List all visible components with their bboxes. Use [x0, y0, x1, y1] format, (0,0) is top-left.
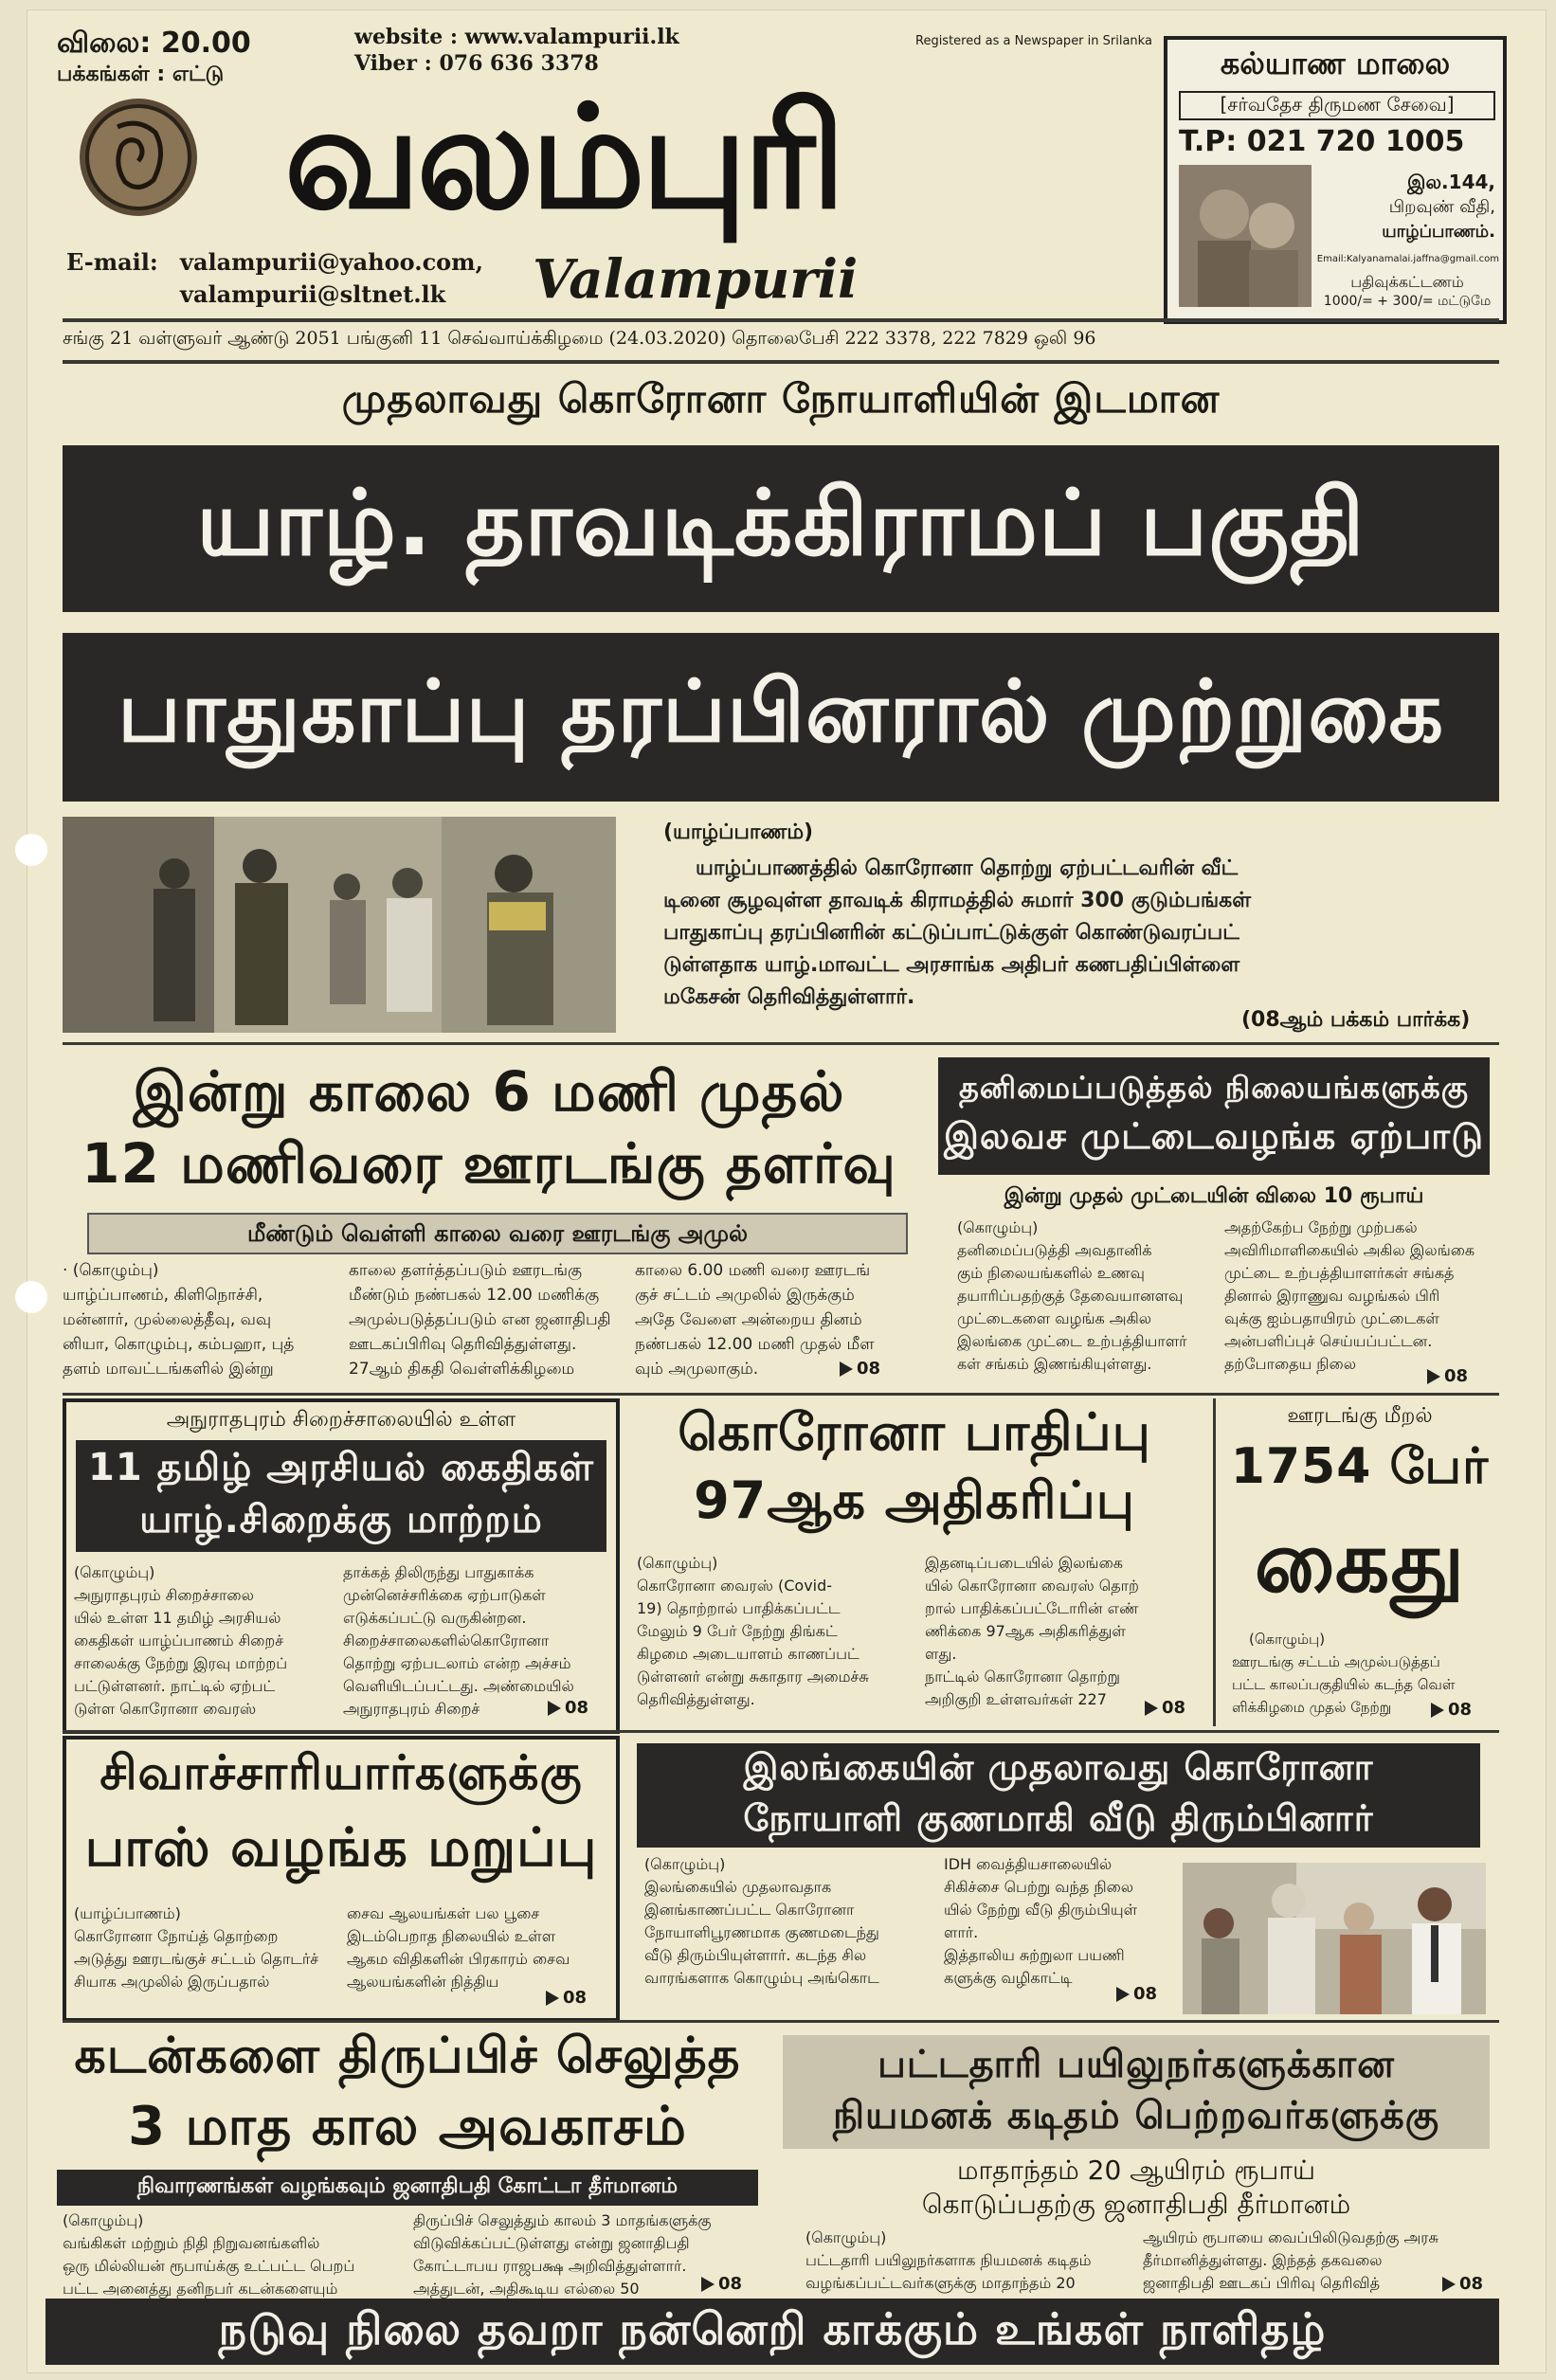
- text-line: களுக்கு வழிகாட்டி: [944, 1969, 1073, 1987]
- priests-headline-1: சிவாச்சாரியார்களுக்கு: [100, 1745, 583, 1800]
- lead-line: டுள்ளதாக யாழ்.மாவட்ட அரசாங்க அதிபர் கணபதிப்பிள்ளை: [663, 953, 1240, 977]
- masthead-title: வலம்புரி: [284, 76, 842, 241]
- text-line: தயாரிப்பதற்குத் தேவையானளவு: [957, 1287, 1184, 1305]
- text-line: எடுக்கப்பட்டு வருகின்றன.: [343, 1609, 527, 1627]
- text-line: (கொழும்பு): [1249, 1631, 1326, 1648]
- text-line: (யாழ்ப்பாணம்): [74, 1904, 181, 1922]
- text-line: ஊடகப்பிரிவு தெரிவித்துள்ளது.: [349, 1335, 577, 1354]
- page-number: 08: [1459, 2274, 1484, 2294]
- curfew-sub: மீண்டும் வெள்ளி காலை வரை ஊரடங்கு அமுல்: [87, 1213, 908, 1254]
- lead-line: டினை சூழவுள்ள தாவடிக் கிராமத்தில் சுமார் 300 குடும்பங்கள்: [663, 889, 1252, 912]
- priests-col-1: [74, 1902, 339, 1993]
- curfew-col-2: [349, 1258, 624, 1381]
- page-count: பக்கங்கள் : எட்டு: [57, 63, 225, 86]
- text-line: விடுவிக்கப்பட்டுள்ளது என்று ஜனாதிபதி: [413, 2234, 690, 2252]
- text-line: (கொழும்பு): [644, 1855, 726, 1873]
- text-line: கிழமை அடையாளம் காணப்பட்: [637, 1645, 859, 1663]
- text-line: தினால் இராணுவ வழங்கல் பிரி: [1224, 1287, 1440, 1305]
- footer-slogan: நடுவு நிலை தவறா நன்னெறி காக்கும் உங்கள் நாளிதழ்: [218, 2302, 1327, 2354]
- text-line: (கொழும்பு): [74, 1563, 155, 1581]
- eggs-headline-bar: [938, 1057, 1490, 1175]
- punch-hole: [15, 1281, 47, 1313]
- lead-continued: (08ஆம் பக்கம் பார்க்க): [1241, 1008, 1471, 1032]
- page-number: 08: [563, 1988, 588, 2008]
- lead-headline-bar: [63, 445, 1499, 612]
- arrow-icon: [1431, 1703, 1444, 1718]
- text-line: யில் நேற்று வீடு திரும்பியுள்: [944, 1901, 1138, 1919]
- divider: [63, 2020, 1499, 2023]
- arrow-icon: [1145, 1701, 1158, 1716]
- text-line: திருப்பிச் செலுத்தும் காலம் 3 மாதங்களுக்கு: [413, 2211, 712, 2229]
- prisoners-continued[interactable]: [548, 1698, 588, 1718]
- divider: [63, 1730, 1499, 1733]
- text-line: (கொழும்பு): [637, 1554, 718, 1572]
- corona97-col-2: [925, 1552, 1200, 1711]
- ad-fee-label: பதிவுக்கட்டணம்: [1350, 273, 1464, 291]
- loans-headline-2: 3 மாத கால அவகாசம்: [128, 2096, 687, 2157]
- arrow-icon: [701, 2277, 715, 2292]
- text-line: பட்டதாரி பயிலுநர்களாக நியமனக் கடிதம்: [805, 2251, 1092, 2269]
- text-line: (கொழும்பு): [957, 1218, 1039, 1236]
- divider: [63, 318, 1499, 322]
- prisoners-headline-bar: [76, 1440, 606, 1552]
- eggs-continued[interactable]: [1427, 1366, 1468, 1386]
- text-line: இனங்காணப்பட்ட கொரோனா: [644, 1901, 855, 1919]
- security-forces-photo: [63, 817, 616, 1033]
- text-line: ஆலயங்களின் நித்திய: [347, 1973, 499, 1991]
- text-line: அமுல்படுத்தப்படும் என ஜனாதிபதி: [349, 1310, 611, 1329]
- text-line: (கொழும்பு): [805, 2228, 887, 2246]
- text-line: சைவ ஆலயங்கள் பல பூசை: [347, 1904, 540, 1922]
- loans-sub-bar: [57, 2170, 758, 2206]
- text-line: குச் சட்டம் அமுலில் இருக்கும்: [635, 1286, 855, 1305]
- text-line: தளம் மாவட்டங்களில் இன்று: [63, 1360, 274, 1379]
- priests-headline-2: பாஸ் வழங்க மறுப்பு: [84, 1817, 598, 1879]
- page-number: 08: [857, 1359, 881, 1379]
- prisoners-kicker: அநுராதபுரம் சிறைச்சாலையில் உள்ள: [166, 1408, 516, 1432]
- text-line: இடம்பெறாத நிலையில் உள்ள: [347, 1927, 556, 1945]
- text-line: தனிமைப்படுத்தி அவதானிக்: [957, 1241, 1152, 1259]
- recovered-headline-2: நோயாளி குணமாகி வீடு திரும்பினார்: [743, 1797, 1374, 1839]
- page-number: 08: [565, 1698, 589, 1718]
- arrow-icon: [840, 1361, 853, 1377]
- text-line: மேலும் 9 பேர் நேற்று திங்கட்: [637, 1622, 838, 1640]
- text-line: நண்பகல் 12.00 மணி முதல் மீள: [635, 1335, 875, 1354]
- text-line: தற்போதைய நிலை: [1224, 1355, 1356, 1373]
- graduates-sub-2: கொடுப்பதற்கு ஜனாதிபதி தீர்மானம்: [921, 2189, 1351, 2220]
- text-line: அன்பளிப்புச் செய்யப்பட்டன.: [1224, 1332, 1433, 1350]
- text-line: நோயாளிபூரணமாக குணமடைந்து: [644, 1923, 879, 1941]
- text-line: ணிக்கை 97ஆக அதிகரித்துள்: [925, 1622, 1126, 1640]
- text-line: அதற்கேற்ப நேற்று முற்பகல்: [1224, 1218, 1418, 1236]
- text-line: இலங்கை முட்டை உற்பத்தியாளர்: [957, 1332, 1187, 1350]
- text-line: வழங்கப்பட்டவர்களுக்கு மாதாந்தம் 20: [805, 2274, 1076, 2292]
- graduates-continued[interactable]: [1442, 2274, 1483, 2294]
- text-line: முட்டை உற்பத்தியாளர்கள் சங்கத்: [1224, 1264, 1455, 1282]
- ad-subtitle: [சர்வதேச திருமண சேவை]: [1179, 91, 1495, 120]
- graduates-col-1: [805, 2227, 1137, 2295]
- corona97-headline-1: கொரோனா பாதிப்பு: [678, 1402, 1151, 1462]
- arrow-icon: [548, 1701, 561, 1716]
- email-label: E-mail:: [66, 248, 158, 276]
- text-line: அடுத்து ஊரடங்குச் சட்டம் தொடர்ச்: [74, 1950, 319, 1968]
- email-1: valampurii@yahoo.com,: [180, 248, 483, 276]
- text-line: சிகிச்சை பெற்று வந்த நிலை: [944, 1878, 1134, 1896]
- ad-phone: T.P: 021 720 1005: [1179, 125, 1465, 158]
- curfew-col-1: [63, 1258, 337, 1381]
- prisoners-col-1: [74, 1561, 328, 1721]
- lead-dateline: (யாழ்ப்பாணம்): [663, 820, 814, 844]
- deity-image: [1179, 165, 1312, 307]
- lead-headline-2: பாதுகாப்பு தரப்பினரால் முற்றுகை: [117, 661, 1445, 762]
- loans-col-1: [63, 2209, 404, 2300]
- text-line: IDH வைத்தியசாலையில்: [944, 1855, 1113, 1873]
- curfew-headline-1: இன்று காலை 6 மணி முதல்: [133, 1059, 845, 1124]
- lead-body: [663, 853, 1497, 1014]
- corona97-headline-2: 97ஆக அதிகரிப்பு: [694, 1470, 1135, 1530]
- prisoners-col-2: [343, 1561, 608, 1721]
- text-line: யாழ்ப்பாணம், கிளிநொச்சி,: [63, 1286, 263, 1305]
- text-line: அநுராதபுரம் சிறைச்: [343, 1700, 480, 1718]
- eggs-headline-1: தனிமைப்படுத்தல் நிலையங்களுக்கு: [958, 1070, 1469, 1106]
- text-line: வுக்கு ஐம்பதாயிரம் முட்டைகள்: [1224, 1309, 1439, 1327]
- matrimony-ad: [1164, 36, 1507, 324]
- punch-hole: [15, 834, 47, 866]
- lead-line: பாதுகாப்பு தரப்பினரின் கட்டுப்பாட்டுக்குள் கொண்டுவரப்பட்: [663, 921, 1239, 945]
- text-line: னியா, கொழும்பு, கம்பஹா, புத்: [63, 1335, 295, 1354]
- text-line: வீடு திரும்பியுள்ளார். கடந்த சில: [644, 1946, 867, 1964]
- text-line: அறிகுறி உள்ளவர்கள் 227: [925, 1690, 1107, 1708]
- prisoners-headline-2: யாழ்.சிறைக்கு மாற்றம்: [139, 1498, 543, 1542]
- eggs-headline-2: இலவச முட்டைவழங்க ஏற்பாடு: [943, 1115, 1485, 1157]
- arrests-continued[interactable]: [1431, 1700, 1472, 1720]
- text-line: ளிக்கிழமை முதல் நேற்று: [1232, 1699, 1392, 1716]
- text-line: ஊரடங்கு சட்டம் அமுல்படுத்தப்: [1232, 1653, 1440, 1670]
- priests-box: [63, 1736, 620, 2022]
- text-line: ளது.: [925, 1645, 957, 1663]
- arrests-headline-1: 1754 பேர்: [1230, 1438, 1490, 1495]
- text-line: யில் உள்ள 11 தமிழ் அரசியல்: [74, 1609, 281, 1627]
- recovered-headline-1: இலங்கையின் முதலாவது கொரோனா: [743, 1746, 1374, 1788]
- text-line: சிறைச்சாலைகளில்கொரோனா: [343, 1632, 550, 1650]
- text-line: மீண்டும் நண்பகல் 12.00 மணிக்கு: [349, 1286, 600, 1305]
- text-line: 19) தொற்றால் பாதிக்கப்பட்ட: [637, 1599, 841, 1617]
- text-line: ளார்.: [944, 1923, 979, 1941]
- loans-continued[interactable]: [701, 2274, 742, 2294]
- text-line: இலங்கையில் முதலாவதாக: [644, 1878, 832, 1896]
- graduates-col-2: [1143, 2227, 1490, 2295]
- text-line: தெரிவித்துள்ளது.: [637, 1690, 755, 1708]
- text-line: முட்டைகளை வழங்க அகில: [957, 1309, 1151, 1327]
- arrow-icon: [1427, 1369, 1440, 1384]
- text-line: ஆயிரம் ரூபாயை வைப்பிலிடுவதற்கு அரசு: [1143, 2228, 1438, 2246]
- website: website : www.valampurii.lk: [354, 25, 679, 49]
- divider: [63, 1042, 1499, 1045]
- text-line: சாலைக்கு நேற்று இரவு மாற்றப்: [74, 1654, 288, 1672]
- lead-line: மகேசன் தெரிவித்துள்ளார்.: [663, 985, 915, 1009]
- email-2: valampurii@sltnet.lk: [180, 280, 446, 308]
- recovered-continued[interactable]: [1116, 1984, 1157, 2004]
- viber: Viber : 076 636 3378: [354, 51, 599, 76]
- lead-photo: [63, 817, 616, 1033]
- graduates-headline-box: [783, 2035, 1490, 2149]
- arrow-icon: [546, 1991, 559, 2006]
- ad-address-3: யாழ்ப்பாணம்.: [1382, 222, 1495, 242]
- priests-continued[interactable]: [546, 1988, 587, 2008]
- text-line: வங்கிகள் மற்றும் நிதி நிறுவனங்களில்: [63, 2234, 320, 2252]
- page-number: 08: [718, 2274, 743, 2294]
- lead-headline-1: யாழ். தாவடிக்கிராமப் பகுதி: [196, 469, 1366, 576]
- arrow-icon: [1116, 1987, 1130, 2002]
- curfew-continued[interactable]: [840, 1359, 880, 1379]
- text-line: ஜனாதிபதி ஊடகப் பிரிவு தெரிவித்: [1143, 2274, 1381, 2292]
- text-line: டுள்ள கொரோனா வைரஸ்: [74, 1700, 257, 1718]
- masthead-english: Valampurii: [533, 248, 859, 311]
- divider: [63, 1393, 1499, 1396]
- arrests-kicker: ஊரடங்கு மீறல்: [1287, 1404, 1433, 1428]
- hospital-discharge-photo: [1183, 1863, 1486, 2014]
- recovered-photo: [1183, 1863, 1486, 2014]
- recovered-col-2: [944, 1853, 1171, 1990]
- eggs-sub: இன்று முதல் முட்டையின் விலை 10 ரூபாய்: [1004, 1184, 1424, 1208]
- ad-address-2: பிறவுண் வீதி,: [1388, 197, 1495, 217]
- page-number: 08: [1448, 1700, 1473, 1720]
- conch-icon: [80, 99, 197, 216]
- conch-logo: [80, 99, 197, 216]
- eggs-col-1: [957, 1217, 1211, 1376]
- arrow-icon: [1442, 2277, 1456, 2292]
- divider: [1213, 1398, 1216, 1726]
- corona97-continued[interactable]: [1145, 1698, 1185, 1718]
- text-line: இதனடிப்படையில் இலங்கை: [925, 1554, 1123, 1572]
- text-line: யில் கொரோனா வைரஸ் தொற்: [925, 1577, 1139, 1595]
- text-line: தொற்று ஏற்படலாம் என்ற அச்சம்: [343, 1654, 571, 1672]
- loans-sub: நிவாரணங்கள் வழங்கவும் ஜனாதிபதி கோட்டா தீர்மானம்: [136, 2174, 678, 2198]
- text-line: · (கொழும்பு): [63, 1261, 159, 1280]
- priests-col-2: [347, 1902, 612, 1993]
- text-line: முன்னெச்சரிக்கை ஏற்பாடுகள்: [343, 1586, 546, 1604]
- text-line: கொரோனா வைரஸ் (Covid-: [637, 1577, 833, 1595]
- corona97-col-1: [637, 1552, 912, 1711]
- deity-illustration: [1179, 165, 1312, 307]
- recovered-col-1: [644, 1853, 919, 1990]
- text-line: வெளியிடப்பட்டது. அண்மையில்: [343, 1677, 574, 1695]
- text-line: டுள்ளனர் என்று சுகாதார அமைச்சு: [637, 1668, 869, 1686]
- text-line: சியாக அமுலில் இருப்பதால்: [74, 1973, 270, 1991]
- text-line: பட்டுள்ளனர். நாட்டில் ஏற்பட்: [74, 1677, 276, 1695]
- graduates-headline-1: பட்டதாரி பயிலுநர்களுக்கான: [878, 2043, 1395, 2086]
- text-line: தீர்மானித்துள்ளது. இந்தத் தகவலை: [1143, 2251, 1383, 2269]
- eggs-col-2: [1224, 1217, 1490, 1376]
- text-line: அவிரிமாளிகையில் அகில இலங்கை: [1224, 1241, 1475, 1259]
- text-line: கள் சங்கம் இணங்கியுள்ளது.: [957, 1355, 1152, 1373]
- text-line: வும் அமுலாகும்.: [635, 1360, 759, 1379]
- text-line: அத்துடன், அதிகூடிய எல்லை 50: [413, 2280, 640, 2298]
- graduates-headline-2: நியமனக் கடிதம் பெற்றவர்களுக்கு: [832, 2094, 1440, 2137]
- recovered-headline-bar: [637, 1743, 1480, 1848]
- text-line: அநுராதபுரம் சிறைச்சாலை: [74, 1586, 254, 1604]
- text-line: கொரோனா நோய்த் தொற்றை: [74, 1927, 279, 1945]
- text-line: காலை தளர்த்தப்படும் ஊரடங்கு: [349, 1261, 582, 1280]
- text-line: தாக்கத் திலிருந்து பாதுகாக்க: [343, 1563, 534, 1581]
- page-number: 08: [1133, 1984, 1158, 2004]
- ad-title: கல்யாண மாலை: [1220, 45, 1451, 81]
- page-number: 08: [1444, 1366, 1469, 1386]
- text-line: 27ஆம் திகதி வெள்ளிக்கிழமை: [349, 1360, 575, 1379]
- divider: [63, 360, 1499, 364]
- text-line: (கொழும்பு): [63, 2211, 144, 2229]
- text-line: ஒரு மில்லியன் ரூபாய்க்கு உட்பட்ட பெறப்: [63, 2257, 355, 2275]
- text-line: கும் நிலையங்களில் உணவு: [957, 1264, 1145, 1282]
- loans-headline-1: கடன்களை திருப்பிச் செலுத்த: [74, 2028, 741, 2084]
- lead-line: யாழ்ப்பாணத்தில் கொரோனா தொற்று ஏற்பட்டவரின் வீட்: [696, 856, 1239, 880]
- prisoners-box: [63, 1398, 620, 1734]
- text-line: மன்னார், முல்லைத்தீவு, வவு: [63, 1310, 272, 1329]
- text-line: அதே வேளை அன்றைய தினம்: [635, 1310, 862, 1329]
- lead-headline-bar: [63, 633, 1499, 802]
- text-line: ஆகம விதிகளின் பிரகாரம் சைவ: [347, 1950, 570, 1968]
- page-number: 08: [1162, 1698, 1186, 1718]
- text-line: பட்ட காலப்பகுதியில் கடந்த வெள்: [1232, 1676, 1456, 1693]
- text-line: வாரங்களாக கொழும்பு அங்கொட: [644, 1969, 879, 1987]
- arrests-headline-2: கைது: [1254, 1512, 1466, 1612]
- prisoners-headline-1: 11 தமிழ் அரசியல் கைதிகள்: [88, 1446, 594, 1489]
- text-line: கோட்டாபய ராஜபக்ஷ அறிவித்துள்ளார்.: [413, 2257, 687, 2275]
- lead-kicker: முதலாவது கொரோனா நோயாளியின் இடமான: [341, 375, 1221, 422]
- ad-fee: 1000/= + 300/= மட்டுமே: [1323, 294, 1492, 309]
- text-line: காலை 6.00 மணி வரை ஊரடங்: [635, 1261, 871, 1280]
- dateline: சங்கு 21 வள்ளுவர் ஆண்டு 2051 பங்குனி 11 செவ்வாய்க்கிழமை (24.03.2020) தொலைபேசி 222 3378, 222 7829 ஒலி 96: [63, 328, 1096, 349]
- graduates-sub-1: மாதாந்தம் 20 ஆயிரம் ரூபாய்: [957, 2155, 1315, 2186]
- text-line: இத்தாலிய சுற்றுலா பயணி: [944, 1946, 1125, 1964]
- registered-note: Registered as a Newspaper in Srilanka: [915, 34, 1152, 48]
- text-line: நாட்டில் கொரோனா தொற்று: [925, 1668, 1120, 1686]
- text-line: றால் பாதிக்கப்பட்டோரின் எண்: [925, 1599, 1139, 1617]
- ad-address-1: இல.144,: [1407, 171, 1495, 193]
- text-line: கைதிகள் யாழ்ப்பாணம் சிறைச்: [74, 1632, 284, 1650]
- footer-bar: [45, 2299, 1499, 2365]
- text-line: பட்ட அனைத்து தனிநபர் கடன்களையும்: [63, 2280, 338, 2298]
- ad-email: Email:Kalyanamalai.jaffna@gmail.com: [1316, 254, 1499, 264]
- curfew-headline-2: 12 மணிவரை ஊரடங்கு தளர்வு: [81, 1131, 896, 1196]
- price: விலை: 20.00: [57, 27, 251, 60]
